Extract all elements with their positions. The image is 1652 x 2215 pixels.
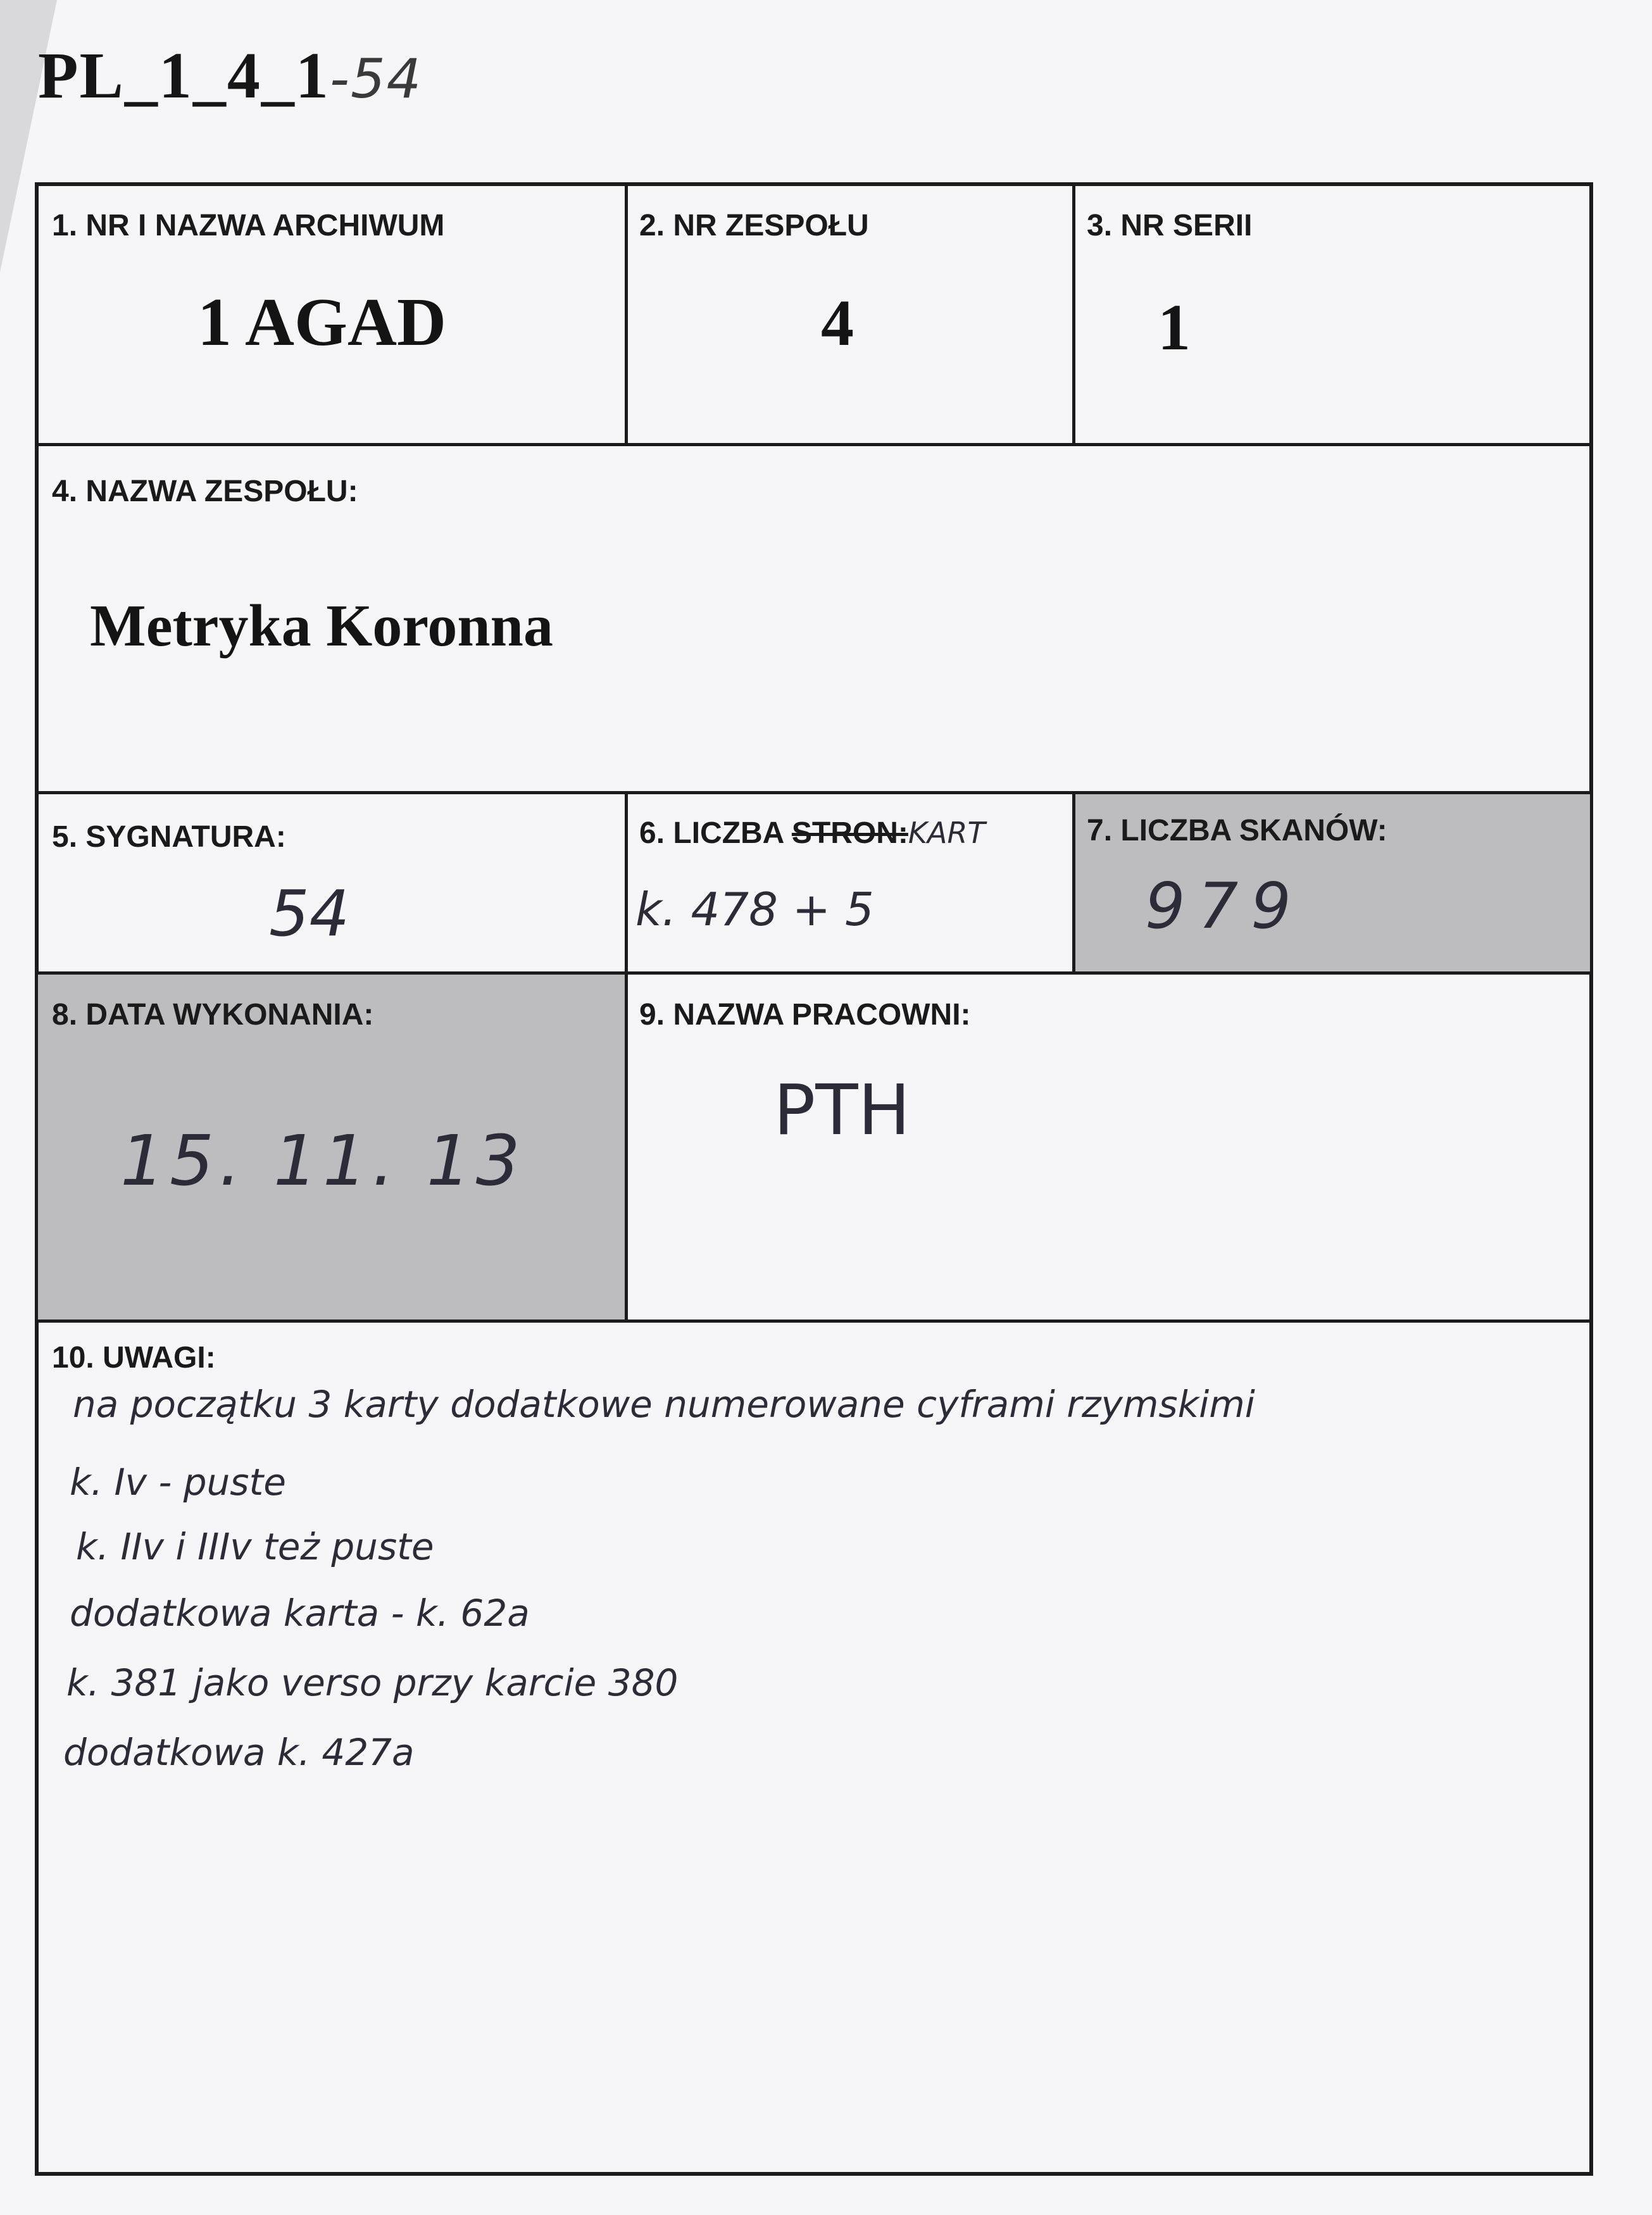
- signature-cell: [35, 791, 628, 975]
- fonds-number-cell: [625, 182, 1075, 446]
- page-count-label-handwritten: KART: [908, 816, 986, 850]
- series-number-label: 3. NR SERII: [1087, 209, 1253, 242]
- archive-label: 1. NR I NAZWA ARCHIWUM: [52, 209, 445, 242]
- signature-label: 5. SYGNATURA:: [52, 820, 286, 854]
- execution-date-value: 15. 11. 13: [120, 1120, 525, 1201]
- remarks-line: k. 381 jako verso przy karcie 380: [66, 1661, 679, 1704]
- workshop-name-label: 9. NAZWA PRACOWNI:: [639, 998, 971, 1032]
- fonds-name-label: 4. NAZWA ZESPOŁU:: [52, 475, 358, 508]
- page-count-label-prefix: 6. LICZBA: [639, 816, 792, 850]
- signature-value: 54: [269, 877, 350, 951]
- remarks-line: na początku 3 karty dodatkowe numerowane cyframi rzymskimi: [73, 1383, 1255, 1426]
- page-count-cell: [625, 791, 1075, 975]
- page-count-value: k. 478 + 5: [635, 883, 874, 936]
- scan-count-label: 7. LICZBA SKANÓW:: [1087, 814, 1387, 847]
- archive-cell: [35, 182, 628, 446]
- remarks-line: dodatkowa karta - k. 62a: [70, 1592, 530, 1635]
- scan-count-cell: [1072, 791, 1593, 975]
- remarks-line: dodatkowa k. 427a: [63, 1731, 415, 1774]
- fonds-number-value: 4: [821, 287, 854, 359]
- scan-count-value: 979: [1145, 869, 1304, 943]
- remarks-line: k. Iv - puste: [70, 1461, 286, 1504]
- document-id: [38, 38, 422, 113]
- series-number-value: 1: [1158, 291, 1191, 364]
- remarks-line: k. IIv i IIIv też puste: [76, 1525, 434, 1568]
- page-count-label: [639, 816, 986, 851]
- execution-date-cell: [35, 971, 628, 1323]
- remarks-label: 10. UWAGI:: [52, 1341, 216, 1375]
- archive-value: 1 AGAD: [197, 285, 447, 360]
- page-count-label-struck: STRON:: [791, 816, 908, 850]
- fonds-name-value: Metryka Koronna: [90, 593, 553, 659]
- execution-date-label: 8. DATA WYKONANIA:: [52, 998, 374, 1032]
- workshop-name-value: PTH: [773, 1070, 911, 1151]
- workshop-name-cell: [625, 971, 1593, 1323]
- fonds-number-label: 2. NR ZESPOŁU: [639, 209, 869, 242]
- series-number-cell: [1072, 182, 1593, 446]
- fonds-name-cell: [35, 443, 1593, 794]
- document-id-handwritten: -54: [329, 47, 423, 111]
- document-id-printed: PL_1_4_1: [38, 39, 330, 112]
- remarks-cell: [35, 1320, 1593, 2176]
